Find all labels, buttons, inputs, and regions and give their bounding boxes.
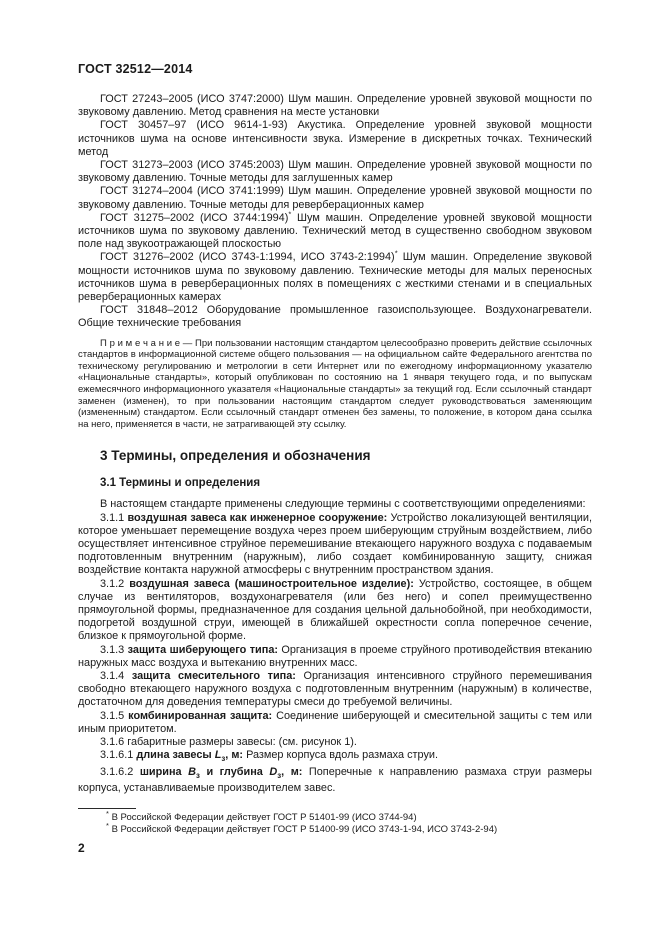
term-definition: Поперечные к направлению размаха струи размеры корпуса, устанавливаемые производителем завес. — [78, 765, 592, 795]
reference-text: ГОСТ 31275–2002 (ИСО 3744:1994) — [100, 211, 289, 224]
reference-text: ГОСТ 31276–2002 (ИСО 3743-1:1994, ИСО 3743-2:1994) — [100, 251, 395, 264]
subsection-heading: 3.1 Термины и определения — [100, 477, 261, 490]
term-item — [78, 736, 592, 749]
term-item — [78, 670, 592, 710]
term-label — [136, 749, 244, 764]
term-definition: Организация интенсивного струйного перемешивания свободно втекающего наружного воздуха с подготовленным внутренним (наружным) в количестве, достаточном для доведения температуры смеси до требуемой величины. — [78, 670, 592, 709]
reference-text: Шум машин. Определение уровней звуковой мощности источников шума по звуковому давлению. Технический метод в существенно свободном звуковом поле над звукоотражающей плоскостью — [78, 211, 593, 251]
term-definition: Устройство локализующей вентиляции, которое уменьшает перемещение воздуха через проем шиберующим струйным воздействием, либо осуществляет интенсивное струйное перемешивание втекающего наружного воздуха с подаваемым подготовленным внутренним (наружным), либо создает комбинированную защиту, снижая воздействие контакта наружной атмосферы с внутренним пространством здания. — [78, 511, 593, 577]
term-label-text: и глубина — [199, 765, 270, 778]
term-number: 3.1.6.1 — [100, 749, 134, 762]
term-number: 3.1.3 — [100, 643, 125, 656]
footnote-text: В Российской Федерации действует ГОСТ Р 51401-99 (ИСО 3744-94) — [111, 812, 417, 823]
footnote-marker: * — [288, 209, 292, 219]
terms-intro: В настоящем стандарте применены следующие термины с соответствующими определениями: — [100, 498, 586, 511]
length-symbol: L — [214, 749, 222, 762]
term-item — [78, 644, 592, 670]
reference-item: ГОСТ 27243–2005 (ИСО 3747:2000) Шум машин. Определение уровней звуковой мощности по звуковому давлению. Метод сравнения на месте установки — [78, 93, 592, 119]
reference-item: ГОСТ 31273–2003 (ИСО 3745:2003) Шум машин. Определение уровней звуковой мощности по звуковому давлению. Точные методы для заглушенных камер — [78, 159, 592, 185]
footnote-item — [78, 820, 592, 836]
term-item-length — [78, 749, 592, 765]
term-label-text: ширина — [139, 765, 189, 778]
footnote-marker: * — [106, 808, 109, 818]
note-paragraph: П р и м е ч а н и е — При пользовании настоящим стандартом целесообразно проверить действие ссылочных стандартов в информационной системе общего пользования — на официальном сайте Федерального агентства по техническому регулированию и метрологии в сети Интернет или по ежегодному информационному указателю «Национальные стандарты», который опубликован по состоянию на 1 января текущего года, и по выпускам ежемесячного информационного указателя «Национальные стандарты» за текущий год. Если ссылочный стандарт заменен (изменен), то при пользовании настоящим стандартом следует руководствоваться заменяющим (измененным) стандартом. Если ссылочный стандарт отменен без замены, то положение, в котором дана ссылка на него, применяется в части, не затрагивающей эту ссылку. — [78, 337, 592, 430]
width-symbol: В — [188, 765, 197, 778]
term-label: защита смесительного типа: — [131, 670, 296, 683]
reference-item — [78, 209, 593, 252]
term-definition: Размер корпуса вдоль размаха струи. — [246, 749, 439, 762]
term-label — [140, 766, 303, 778]
term-definition: Соединение шиберующей и смесительной защиты с тем или иным приоритетом. — [78, 709, 592, 735]
section-heading: 3 Термины, определения и обозначения — [100, 448, 371, 464]
references-block — [78, 93, 592, 430]
term-label-text: , м: — [225, 749, 244, 762]
doc-code-header: ГОСТ 32512—2014 — [78, 62, 193, 76]
term-number: 3.1.2 — [100, 577, 125, 590]
term-number: 3.1.6.2 — [100, 765, 134, 778]
term-definition: Организация в проеме струйного противодействия втеканию наружных масс воздуха и вытеканию внутренних масс. — [78, 643, 592, 669]
reference-item: ГОСТ 31848–2012 Оборудование промышленное газоиспользующее. Воздухонагреватели. Общие технические требования — [78, 304, 592, 330]
reference-text: Шум машин. Определение звуковой мощности источников шума по звуковому давлению. Технические методы для малых переносных источников шума в реверберационных полях в помещениях с жесткими стенами и в специальных реверберационных камерах — [78, 251, 592, 304]
terms-block — [78, 498, 592, 795]
page-number: 2 — [78, 841, 85, 855]
footnote-text: В Российской Федерации действует ГОСТ Р 51400-99 (ИСО 3743-1-94, ИСО 3743-2-94) — [111, 823, 498, 835]
term-label-text: длина завесы — [136, 749, 215, 762]
term-label: защита шиберующего типа: — [127, 643, 279, 656]
reference-item — [78, 248, 592, 304]
term-number: 3.1.4 — [100, 670, 125, 683]
term-label: комбинированная защита: — [128, 709, 273, 722]
term-item — [78, 710, 592, 736]
length-symbol-subscript: з — [221, 754, 226, 764]
term-number: 3.1.1 — [100, 511, 125, 524]
term-number: 3.1.5 — [100, 709, 125, 722]
term-definition: Устройство, состоящее, в общем случае из вентиляторов, воздухонагревателя (или без него) и сопел преимущественно прямоугольной формы, предназначенное для создания цельной дальнобойной, при необходимости, подогретой воздушной струи, имеющей в ближайшей окрестности сопла поперечное сечение, близкое к прямоугольной форме. — [78, 577, 592, 643]
term-item-width-depth — [78, 766, 592, 796]
term-item — [78, 512, 592, 578]
footnote-marker: * — [394, 248, 398, 258]
depth-symbol-subscript: з — [277, 770, 282, 780]
reference-item: ГОСТ 30457–97 (ИСО 9614-1-93) Акустика. Определение уровней звуковой мощности источников шума на основе интенсивности звука. Измерение в дискретных точках. Технический метод — [78, 119, 592, 158]
term-number: 3.1.6 — [100, 736, 125, 749]
term-label: воздушная завеса как инженерное сооружение: — [127, 511, 388, 524]
reference-item: ГОСТ 31274–2004 (ИСО 3741:1999) Шум машин. Определение уровней звуковой мощности по звуковому давлению. Точные методы для реверберационных камер — [78, 185, 592, 211]
term-definition: габаритные размеры завесы: (см. рисунок 1). — [127, 736, 357, 749]
width-symbol-subscript: з — [196, 770, 200, 780]
term-label: воздушная завеса (машиностроительное изделие): — [129, 577, 414, 590]
footnote-marker: * — [106, 820, 109, 830]
term-label-text: , м: — [281, 765, 303, 778]
footnote-item — [78, 808, 592, 824]
depth-symbol: D — [269, 765, 278, 778]
footnotes-block — [78, 808, 592, 836]
term-item — [78, 578, 592, 644]
